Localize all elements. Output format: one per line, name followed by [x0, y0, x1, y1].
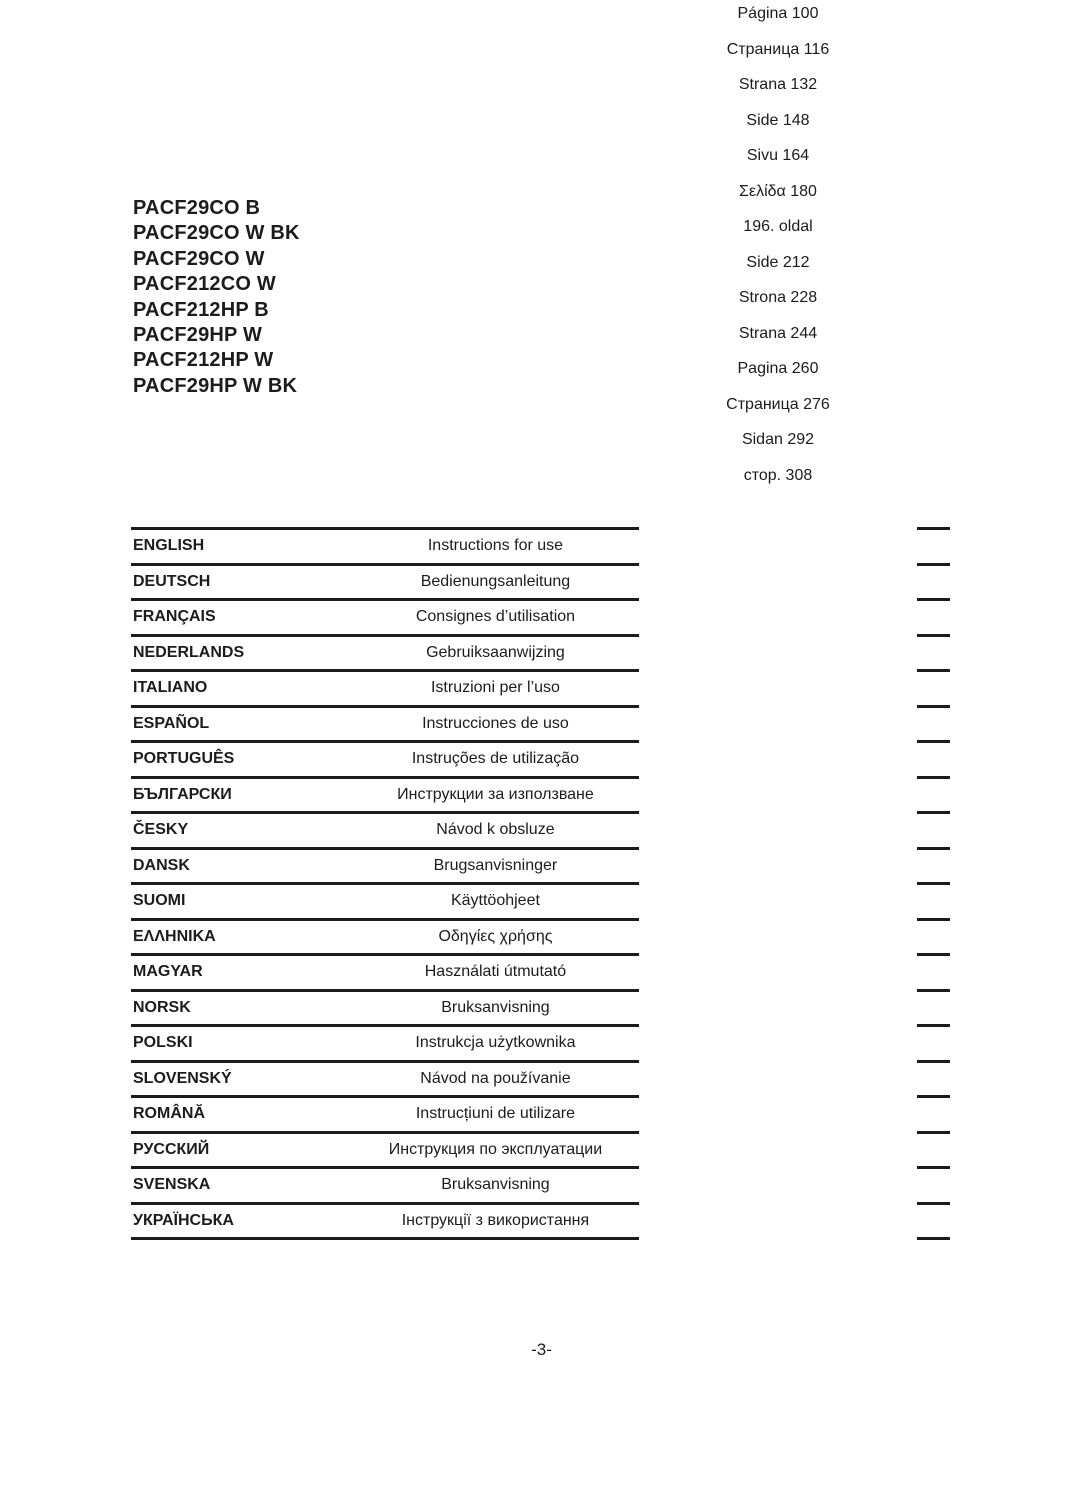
description-cell: Használati útmutató [424, 963, 567, 981]
description-cell: Инструкция по эксплуатации [388, 1140, 603, 1158]
model-number-list [133, 196, 300, 399]
page-cell: Σελίδα 180 [639, 183, 917, 1508]
language-cell: NEDERLANDS [133, 643, 245, 661]
language-cell: УКРАЇНСЬКА [133, 1211, 234, 1229]
model-number: PACF212CO W [133, 273, 276, 296]
description-cell: Consignes d’utilisation [415, 608, 576, 626]
language-cell: SVENSKA [133, 1176, 211, 1194]
description-cell: Instrucciones de uso [422, 714, 569, 732]
model-number: PACF29CO W BK [133, 222, 300, 245]
description-cell: Инструкции за използване [397, 785, 594, 803]
language-cell: ENGLISH [133, 537, 205, 555]
description-cell: Návod k obsluze [436, 821, 555, 839]
model-number: PACF212HP B [133, 298, 269, 321]
description-cell: Bruksanvisning [441, 998, 550, 1016]
description-cell: Instructions for use [427, 537, 564, 555]
model-number: PACF29CO B [133, 197, 261, 219]
language-cell: MAGYAR [133, 963, 203, 981]
language-cell: РУССКИЙ [133, 1140, 210, 1158]
language-cell: БЪЛГАРСКИ [133, 785, 232, 803]
language-cell: PORTUGUÊS [133, 750, 235, 768]
page-cell: Strana 132 [639, 76, 917, 1508]
page-cell: 196. oldal [639, 218, 917, 1508]
language-cell: ČESKY [133, 821, 189, 839]
description-cell: Brugsanvisninger [433, 856, 558, 874]
language-cell: DEUTSCH [133, 572, 211, 590]
model-number: PACF29HP W BK [133, 374, 298, 397]
page-cell: Side 212 [639, 254, 917, 1508]
page-cell: Pagina 260 [639, 360, 917, 1508]
language-cell: NORSK [133, 998, 191, 1016]
page-cell: Página 100 [639, 5, 917, 1508]
page-cell: Strana 244 [639, 325, 917, 1508]
language-cell: SLOVENSKÝ [133, 1069, 232, 1087]
description-cell: Οδηγίες χρήσης [438, 927, 553, 945]
page-cell: Страница 276 [639, 396, 917, 1508]
description-cell: Інструкції з використання [401, 1211, 590, 1229]
description-cell: Gebruiksaanwijzing [426, 643, 565, 661]
page-cell: стор. 308 [639, 467, 917, 1508]
page-cell: Sidan 292 [639, 431, 917, 1508]
description-cell: Bruksanvisning [441, 1176, 550, 1194]
language-cell: ESPAÑOL [133, 714, 210, 732]
page-cell: Sivu 164 [639, 147, 917, 1508]
language-cell: ROMÂNĂ [133, 1105, 205, 1123]
page-number: -3- [531, 1340, 552, 1359]
language-cell: POLSKI [133, 1034, 193, 1052]
language-cell: FRANÇAIS [133, 608, 216, 626]
description-cell: Käyttöohjeet [450, 892, 540, 910]
description-cell: Instruções de utilização [411, 750, 580, 768]
description-cell: Istruzioni per l’uso [430, 679, 560, 697]
description-cell: Návod na používanie [420, 1069, 571, 1087]
description-cell: Instrucțiuni de utilizare [415, 1105, 576, 1123]
language-cell: ITALIANO [133, 679, 208, 697]
model-number: PACF212HP W [133, 349, 274, 372]
language-cell: SUOMI [133, 892, 186, 910]
model-number: PACF29CO W [133, 247, 265, 270]
model-number: PACF29HP W [133, 324, 263, 347]
page-cell: Side 148 [639, 112, 917, 1508]
page-cell: Strona 228 [639, 289, 917, 1508]
description-cell: Instrukcja użytkownika [415, 1034, 576, 1052]
page-cell: Страница 116 [639, 41, 917, 1508]
language-cell: ΕΛΛΗΝΙΚΑ [133, 927, 216, 945]
language-cell: DANSK [133, 856, 190, 874]
description-cell: Bedienungsanleitung [420, 572, 571, 590]
